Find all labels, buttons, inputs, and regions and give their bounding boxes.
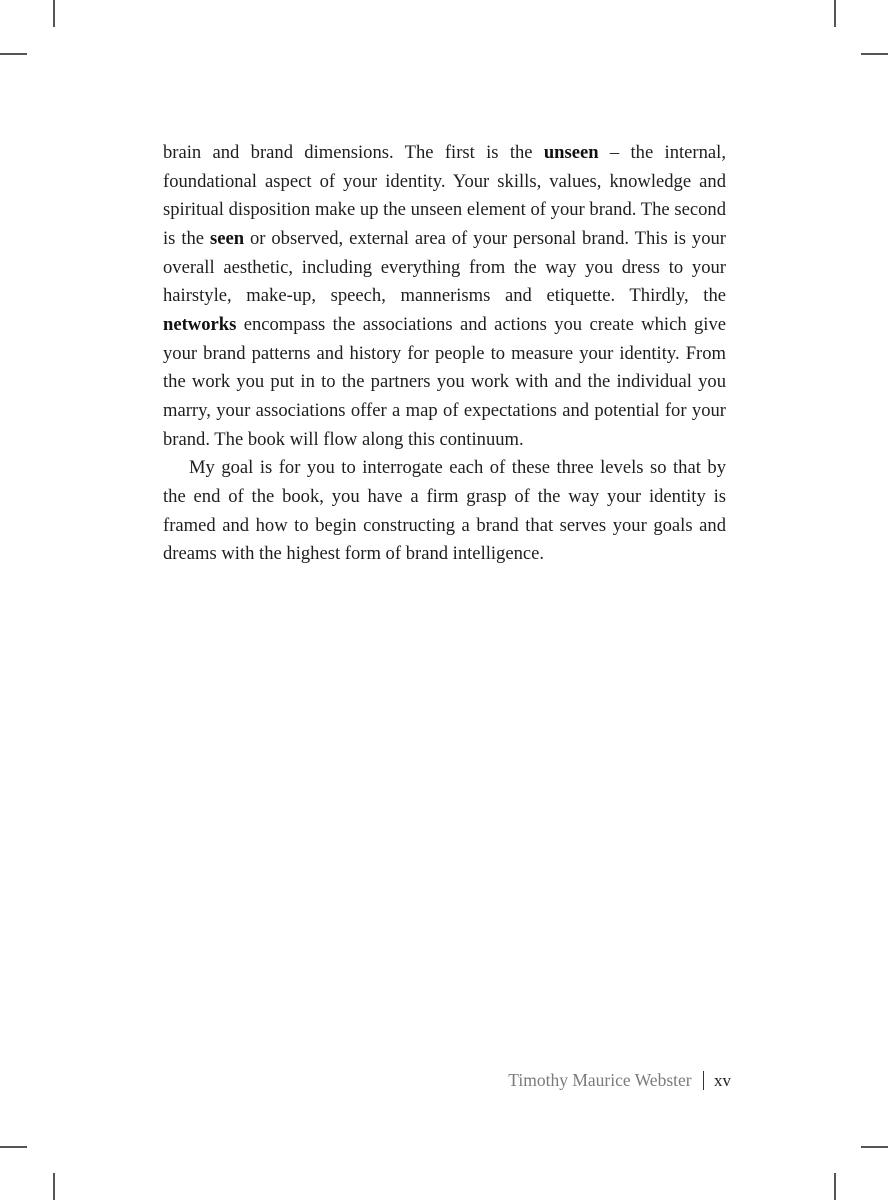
text-run: brain and brand dimensions. The first is the xyxy=(163,142,544,163)
crop-mark-bottom-left-horizontal xyxy=(0,1146,27,1148)
crop-mark-bottom-right-horizontal xyxy=(861,1146,888,1148)
paragraph-2 xyxy=(163,454,726,569)
page-footer xyxy=(508,1070,731,1091)
term-seen: seen xyxy=(209,227,245,249)
footer-separator xyxy=(703,1071,704,1090)
footer-author: Timothy Maurice Webster xyxy=(508,1070,692,1090)
text-run: or observed, external area of your personal brand. This is your overall aesthetic, including everything from the way you dress to your hairstyle, make-up, speech, mannerisms and etiquette. Thirdly, the xyxy=(163,227,727,307)
text-run: My goal is for you to interrogate each of these three levels so that by the end of the book, you have a firm grasp of the way your identity is framed and how to begin constructing a brand that serves your goals and dreams with the highest form of brand intelligence. xyxy=(163,457,726,565)
body-text xyxy=(163,139,726,569)
text-run: – the internal, foundational aspect of your identity. Your skills, values, knowledge and spiritual disposition make up the unseen element of your brand. The second is the xyxy=(163,142,726,249)
paragraph-1 xyxy=(163,139,726,454)
crop-mark-top-left-vertical xyxy=(53,0,55,27)
crop-mark-top-right-horizontal xyxy=(861,53,888,55)
term-unseen: unseen xyxy=(543,142,599,163)
crop-mark-top-right-vertical xyxy=(834,0,836,27)
page-number: xv xyxy=(714,1070,731,1090)
crop-mark-bottom-right-vertical xyxy=(834,1173,836,1200)
crop-mark-bottom-left-vertical xyxy=(53,1173,55,1200)
crop-mark-top-left-horizontal xyxy=(0,53,27,55)
text-run: encompass the associations and actions you create which give your brand patterns and history for people to measure your identity. From the work you put in to the partners you work with and the individual you marry, your associations offer a map of expectations and potential for your brand. The book will flow along this continuum. xyxy=(163,313,726,450)
term-networks: networks xyxy=(163,313,237,335)
